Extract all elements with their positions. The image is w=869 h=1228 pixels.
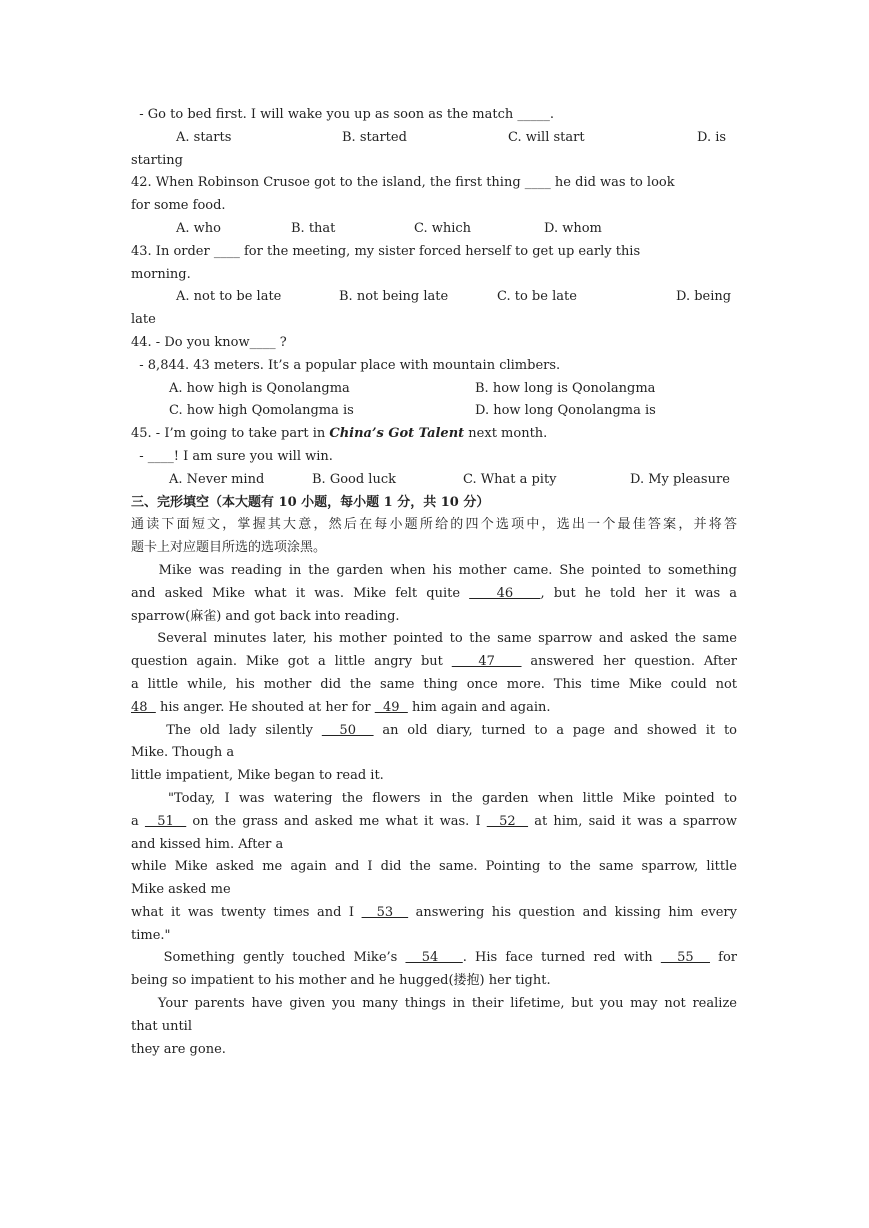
passage-line: Several minutes later, his mother pointed to the same sparrow and asked the same: [131, 631, 737, 647]
passage-line: sparrow(麻雀) and got back into reading.: [131, 608, 400, 624]
passage-line: while Mike asked me again and I did the same. Pointing to the same sparrow, little: [131, 859, 737, 875]
q45-answer: - ____! I am sure you will win.: [131, 448, 333, 464]
passage-line: little impatient, Mike began to read it.: [131, 768, 384, 784]
passage-line: time.": [131, 927, 171, 943]
q45-show-title: China’s Got Talent: [329, 426, 465, 442]
q43-option-d-wrap: late: [131, 312, 156, 328]
exam-page: [131, 104, 737, 1061]
q45-options: [131, 469, 737, 492]
q42-options: [131, 218, 737, 241]
q44-options-row1: [131, 378, 737, 401]
passage-line: Mike was reading in the garden when his mother came. She pointed to something: [131, 562, 737, 578]
q44-option-a: A. how high is Qonolangma: [169, 380, 350, 396]
passage-line: question again. Mike got a little angry but 47 answered her question. After: [131, 654, 737, 670]
q41-option-a: A. starts: [176, 129, 232, 145]
passage-line: The old lady silently 50 an old diary, turned to a page and showed it to: [131, 722, 737, 738]
passage-line: what it was twenty times and I 53 answering his question and kissing him every: [131, 904, 737, 920]
passage-line: 48 his anger. He shouted at her for 49 him again and again.: [131, 699, 551, 715]
q44-options-row2: [131, 400, 737, 423]
q45-question: 45. - I’m going to take part in China’s Got Talent next month.: [131, 426, 548, 442]
section-instructions: 通读下面短文，掌握其大意，然后在每小题所给的四个选项中，选出一个最佳答案，并将答: [131, 517, 737, 533]
q41-options: [131, 127, 737, 150]
passage-line: Mike. Though a: [131, 745, 235, 761]
q43-option-b: B. not being late: [339, 289, 449, 305]
passage-line: "Today, I was watering the flowers in the garden when little Mike pointed to: [131, 790, 737, 806]
passage-line: a 51 on the grass and asked me what it was. I 52 at him, said it was a sparrow: [131, 813, 737, 829]
q43-option-d: D. being: [676, 289, 732, 305]
passage-line: a little while, his mother did the same thing once more. This time Mike could not: [131, 676, 737, 692]
blank-49: 49: [374, 699, 408, 715]
passage-line: and asked Mike what it was. Mike felt quite 46 , but he told her it was a: [131, 585, 737, 601]
passage-line: and kissed him. After a: [131, 836, 284, 852]
q44-answer: - 8,844. 43 meters. It’s a popular place with mountain climbers.: [131, 357, 561, 373]
q45-option-b: B. Good luck: [312, 471, 396, 487]
section-instructions-cont: 题卡上对应题目所选的选项涂黑。: [131, 540, 327, 556]
q42-option-b: B. that: [291, 220, 336, 236]
passage-line: Something gently touched Mike’s 54 . His face turned red with 55 for: [131, 950, 737, 966]
q45-option-a: A. Never mind: [169, 471, 265, 487]
q43-option-a: A. not to be late: [176, 289, 282, 305]
q42-question: 42. When Robinson Crusoe got to the island, the first thing ____ he did was to look: [131, 175, 675, 191]
blank-46: 46: [469, 585, 541, 601]
q42-option-d: D. whom: [544, 220, 602, 236]
blank-52: 52: [486, 813, 529, 829]
q45-option-d: D. My pleasure: [630, 471, 730, 487]
q42-question-cont: for some food.: [131, 198, 226, 214]
q45-option-c: C. What a pity: [463, 471, 557, 487]
q42-option-a: A. who: [176, 220, 221, 236]
q43-option-c: C. to be late: [497, 289, 577, 305]
blank-55: 55: [660, 950, 710, 966]
q43-question: 43. In order ____ for the meeting, my sister forced herself to get up early this: [131, 243, 641, 259]
passage-line: that until: [131, 1018, 192, 1034]
q44-option-d: D. how long Qonolangma is: [475, 403, 656, 419]
blank-53: 53: [361, 904, 409, 920]
blank-48: 48: [131, 699, 156, 715]
q44-option-b: B. how long is Qonolangma: [475, 380, 656, 396]
passage-line: Your parents have given you many things in their lifetime, but you may not realize: [131, 996, 737, 1012]
blank-51: 51: [144, 813, 187, 829]
q43-question-cont: morning.: [131, 266, 191, 282]
blank-54: 54: [405, 950, 463, 966]
q41-option-b: B. started: [342, 129, 407, 145]
passage-line: being so impatient to his mother and he hugged(搂抱) her tight.: [131, 973, 551, 989]
q41-question: - Go to bed first. I will wake you up as soon as the match _____.: [131, 107, 554, 122]
q41-option-c: C. will start: [508, 129, 585, 145]
q44-question: 44. - Do you know____ ?: [131, 334, 287, 350]
q43-options: [131, 286, 737, 309]
q44-option-c: C. how high Qomolangma is: [169, 403, 354, 419]
blank-50: 50: [321, 722, 374, 738]
passage-line: Mike asked me: [131, 882, 231, 898]
blank-47: 47: [451, 654, 522, 670]
section-heading: 三、完形填空（本大题有 10 小题，每小题 1 分，共 10 分）: [131, 494, 490, 510]
q42-option-c: C. which: [414, 220, 472, 236]
passage-line: they are gone.: [131, 1041, 226, 1057]
q41-option-d: D. is: [697, 129, 727, 145]
q41-option-d-wrap: starting: [131, 152, 183, 168]
